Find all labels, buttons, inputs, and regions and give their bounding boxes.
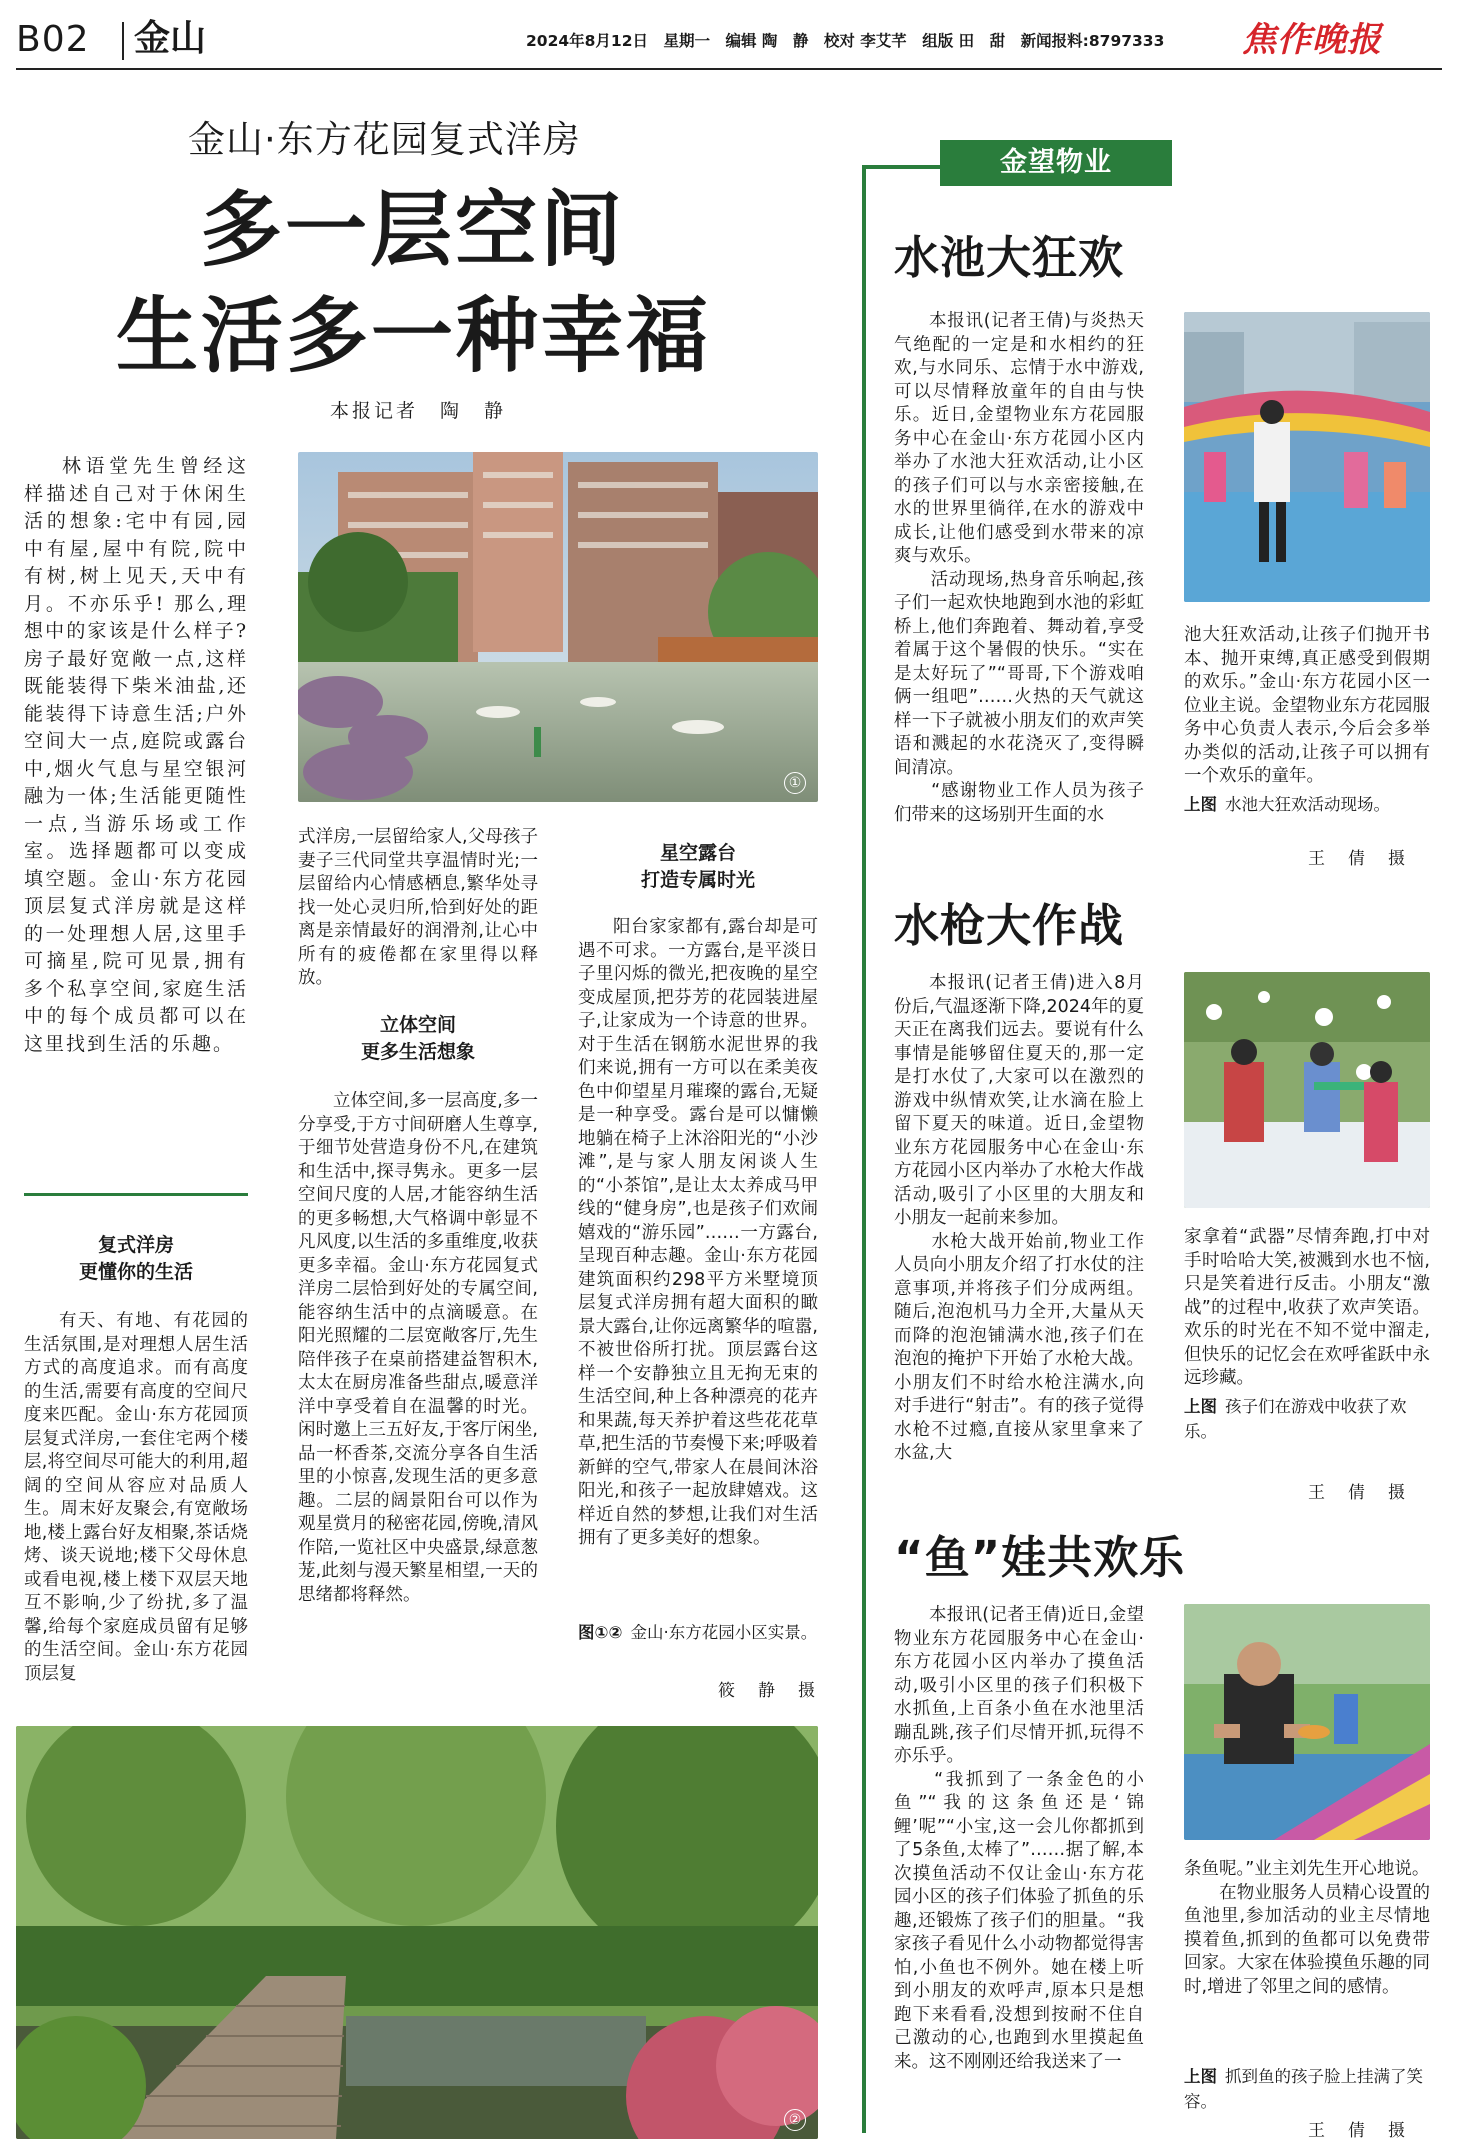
col2-continuation: 式洋房,一层留给家人,父母孩子妻子三代同堂共享温情时光;一层留给内心情感栖息,繁华处寻找一处心灵归所,恰到好处的距离是亲情最好的润滑剂,让心中所有的疲倦都在家里得以释放。 — [298, 827, 538, 988]
section-banner — [940, 140, 1172, 186]
header-meta: 2024年8月12日 星期一 编辑 陶 静 校对 李艾芊 组版 田 甜 新闻报料:8797333 — [526, 32, 1165, 50]
photo-walkway-image — [16, 1726, 818, 2139]
article1-caption-label: 上图 — [1184, 795, 1217, 814]
section-heading-space: 立体空间 更多生活想象 — [360, 1014, 475, 1063]
article3-caption-text: 抓到鱼的孩子脸上挂满了笑容。 — [1184, 2067, 1423, 2111]
section-text-space: 立体空间,多一层高度,多一分享受,于方寸间研磨人生尊享,于细节处营造身份不凡,在建筑和生活中,探寻隽永。更多一层空间尺度的人居,才能容纳生活的更多畅想,大气格调中彰显不凡风度,以生活的多重维度,收获更多幸福。金山·东方花园复式洋房二层恰到好处的专属空间,能容纳生活中的点滴暖意。在阳光照耀的二层宽敞客厅,先生陪伴孩子在桌前搭建益智积木,太太在厨房准备些甜点,暖意洋洋中享受着自在温馨的时光。闲时邀上三五好友,于客厅闲坐,品一杯香茶,交流分享各自生活里的小惊喜,发现生活的更多意趣。二层的阔景阳台可以作为观星赏月的秘密花园,傍晚,清风作陪,一览社区中央盛景,绿意葱茏,此刻与漫天繁星相望,一天的思绪都将释然。 — [298, 1091, 538, 1605]
article2-text: 本报讯(记者王倩)进入8月份后,气温逐渐下降,2024年的夏天正在离我们远去。要说有什么事情是能够留住夏天的,那一定是打水仗了,大家可以在激烈的游戏中纵情欢笑,让水滴在脸上留下夏天的味道。近日,金望物业东方花园服务中心在金山·东方花园小区内举办了水枪大作战活动,吸引了小区里的大朋友和小朋友一起前来参加。 水枪大战开始前,物业工作人员向小朋友介绍了打水仗的注意事项,并将孩子们分成两组。随后,泡泡机马力全开,大量从天而降的泡泡铺满水池,孩子们在泡泡的掩护下开始了水枪大战。小朋友们不时给水枪注满水,向对手进行“射击”。有的孩子觉得水枪不过瘾,直接从家里拿来了水盆,大 — [894, 973, 1144, 1463]
article3-title: “鱼”娃共欢乐 — [894, 1531, 1186, 1584]
article1-text-cont: 池大狂欢活动,让孩子们抛开书本、抛开束缚,真正感受到假期的欢乐。”金山·东方花园小区一位业主说。金望物业东方花园服务中心负责人表示,今后会多举办类似的活动,让孩子可以拥有一个欢乐的童年。 — [1184, 625, 1430, 786]
article2-caption-label: 上图 — [1184, 1397, 1217, 1416]
photo-pool-party — [1184, 312, 1430, 602]
article-intro: 林语堂先生曾经这样描述自己对于休闲生活的想象:宅中有园,园中有屋,屋中有院,院中有树,树上见天,天中有月。不亦乐乎! 那么,理想中的家该是什么样子? 房子最好宽敞一点,这样既能装得下柴米油盐,还能装得下诗意生活;户外空间大一点,庭院或露台中,烟火气息与星空银河融为一体;生活能更随性一点,当游乐场或工作室。选择题都可以变成填空题。金山·东方花园顶层复式洋房就是这样的一处理想人居,这里手可摘星,院可见景,拥有多个私享空间,家庭生活中的每个成员都可以在这里找到生活的乐趣。 — [24, 455, 248, 1055]
section-banner-label: 金望物业 — [1000, 147, 1112, 178]
photo2-number: ② — [784, 2109, 806, 2131]
section-text-terrace: 阳台家家都有,露台却是可遇不可求。一方露台,是平淡日子里闪烁的微光,把夜晚的星空变成屋顶,把芬芳的花园装进屋子,让家成为一个诗意的世界。对于生活在钢筋水泥世界的我们来说,拥有一方可以在柔美夜色中仰望星月璀璨的露台,无疑是一种享受。露台是可以慵懒地躺在椅子上沐浴阳光的“小沙滩”,是与家人朋友闲谈人生的“小茶馆”,是让太太养成马甲线的“健身房”,也是孩子们欢闹嬉戏的“游乐园”……一方露台,呈现百种志趣。金山·东方花园建筑面积约298平方米墅境顶层复式洋房拥有超大面积的瞰景大露台,让你远离繁华的喧嚣,不被世俗所打扰。顶层露台这样一个安静独立且无拘无束的生活空间,种上各种漂亮的花卉和果蔬,每天养护着这些花花草草,把生活的节奏慢下来;呼吸着新鲜的空气,带家人在晨间沐浴阳光,和孩子一起放肆嬉戏。这样近自然的梦想,让我们对生活拥有了更多美好的想象。 — [578, 917, 818, 1548]
article3-text: 本报讯(记者王倩)近日,金望物业东方花园服务中心在金山·东方花园小区内举办了摸鱼活动,吸引小区里的孩子们积极下水抓鱼,上百条小鱼在水池里活蹦乱跳,孩子们尽情开抓,玩得不亦乐乎。 “我抓到了一条金色的小鱼”“我的这条鱼还是‘锦鲤’呢”“小宝,这一会儿你都抓到了5条鱼,太棒了”……据了解,本次摸鱼活动不仅让金山·东方花园小区的孩子们体验了抓鱼的乐趣,还锻炼了孩子们的胆量。“我家孩子看见什么小动物都觉得害怕,小鱼也不例外。她在楼上听到小朋友的欢呼声,原本只是想跑下来看看,没想到按耐不住自己激动的心,也跑到水里摸起鱼来。这不刚刚还给我送来了一 — [894, 1605, 1144, 2072]
header-divider — [122, 22, 124, 60]
photo-pond-image — [298, 452, 818, 802]
article2-caption — [1184, 1394, 1430, 1444]
photo-caption-label: 图①② — [578, 1623, 623, 1642]
right-column-topline — [862, 165, 942, 169]
header-rule — [16, 68, 1442, 70]
article1-caption — [1184, 792, 1430, 817]
article3-caption — [1184, 2064, 1430, 2114]
photo-credit: 筱 静 摄 — [718, 1681, 818, 1701]
article2-title: 水枪大作战 — [894, 899, 1125, 952]
article2-caption-text: 孩子们在游戏中收获了欢乐。 — [1184, 1397, 1407, 1441]
section-text-duplex: 有天、有地、有花园的生活氛围,是对理想人居生活方式的高度追求。而有高度的生活,需要有高度的空间尺度来匹配。金山·东方花园顶层复式洋房,一套住宅两个楼层,将空间尽可能大的利用,超阔的空间从容应对品质人生。周末好友聚会,有宽敞场地,楼上露台好友相聚,茶话烧烤、谈天说地;楼下父母休息或看电视,楼上楼下双层天地互不影响,少了纷扰,多了温馨,给每个家庭成员留有足够的生活空间。金山·东方花园顶层复 — [24, 1311, 248, 1684]
brand-logo: 焦作晚报 — [1242, 20, 1382, 60]
article-byline: 本报记者 陶 静 — [330, 400, 507, 422]
article-title-line2: 生活多一种幸福 — [116, 289, 712, 384]
photo1-number: ① — [784, 772, 806, 794]
photo-pool-image — [1184, 312, 1430, 602]
photo-community-pond — [298, 452, 818, 802]
photo-fish-catching — [1184, 1604, 1430, 1840]
article1-credit: 王 倩 摄 — [1308, 849, 1408, 869]
photo-garden-walkway — [16, 1726, 818, 2139]
right-column-rule — [862, 165, 866, 2133]
article3-caption-label: 上图 — [1184, 2067, 1217, 2086]
article-kicker: 金山·东方花园复式洋房 — [188, 118, 581, 161]
article3-text-cont: 条鱼呢。”业主刘先生开心地说。 在物业服务人员精心设置的鱼池里,参加活动的业主尽情地摸着鱼,抓到的鱼都可以免费带回家。大家在体验摸鱼乐趣的同时,增进了邻里之间的感情。 — [1184, 1859, 1430, 1997]
article3-credit: 王 倩 摄 — [1308, 2121, 1408, 2141]
section-name: 金山 — [134, 18, 207, 59]
article-title-line1: 多一层空间 — [200, 183, 626, 278]
article1-caption-text: 水池大狂欢活动现场。 — [1225, 795, 1390, 814]
section-heading-duplex: 复式洋房 更懂你的生活 — [78, 1234, 193, 1283]
photo-caption — [578, 1620, 818, 1645]
article2-text-cont: 家拿着“武器”尽情奔跑,打中对手时哈哈大笑,被溅到水也不恼,只是笑着进行反击。小朋友“激战”的过程中,收获了欢声笑语。欢乐的时光在不知不觉中溜走,但快乐的记忆会在欢呼雀跃中永远珍藏。 — [1184, 1227, 1430, 1388]
intro-divider — [24, 1193, 248, 1196]
section-heading-terrace: 星空露台 打造专属时光 — [640, 842, 755, 891]
article1-title: 水池大狂欢 — [894, 231, 1125, 284]
article2-credit: 王 倩 摄 — [1308, 1483, 1408, 1503]
article1-text: 本报讯(记者王倩)与炎热天气绝配的一定是和水相约的狂欢,与水同乐、忘情于水中游戏,可以尽情释放童年的自由与快乐。近日,金望物业东方花园服务中心在金山·东方花园小区内举办了水池大狂欢活动,让小区的孩子们可以与水亲密接触,在水的世界里徜徉,在水的游戏中成长,让他们感受到水带来的凉爽与欢乐。 活动现场,热身音乐响起,孩子们一起欢快地跑到水池的彩虹桥上,他们奔跑着、舞动着,享受着属于这个暑假的快乐。“实在是太好玩了”“哥哥,下个游戏咱俩一组吧”……火热的天气就这样一下子就被小朋友们的欢声笑语和溅起的水花浇灭了,变得瞬间清凉。 “感谢物业工作人员为孩子们带来的这场别开生面的水 — [894, 311, 1144, 825]
photo-watergun-image — [1184, 972, 1430, 1208]
photo-water-gun-battle — [1184, 972, 1430, 1208]
photo-caption-text: 金山·东方花园小区实景。 — [630, 1623, 818, 1642]
page-header — [0, 0, 1458, 70]
page-number: B02 — [16, 19, 90, 60]
photo-fish-image — [1184, 1604, 1430, 1840]
